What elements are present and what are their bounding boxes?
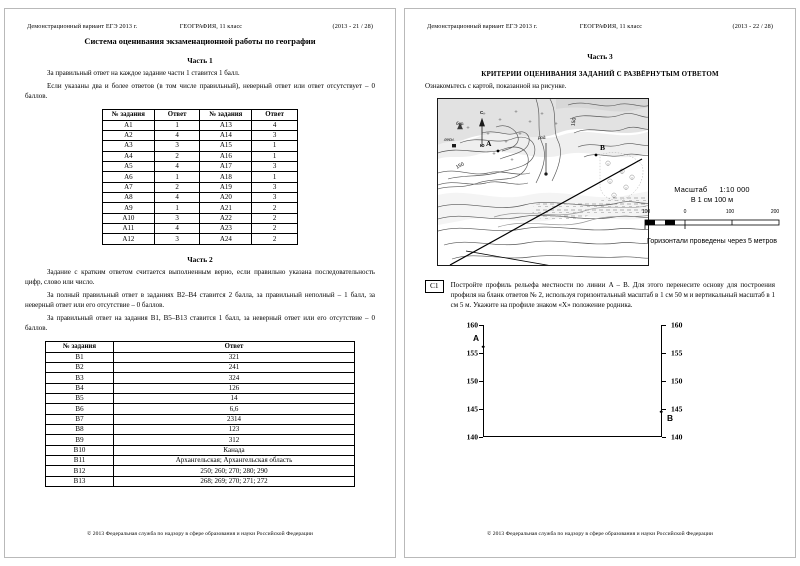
part-3-subheading: КРИТЕРИИ ОЦЕНИВАНИЯ ЗАДАНИЙ С РАЗВЁРНУТЫМ ОТВЕТОМ [481, 70, 719, 78]
profile-label-left-155: 155 [466, 348, 478, 358]
cell-answer: 3 [252, 130, 298, 140]
cell-task-number: A8 [103, 192, 155, 202]
table-row [46, 373, 355, 383]
ruler-tick-0: 100 [641, 209, 651, 215]
part-2-heading: Часть 2 [187, 254, 213, 264]
col-header-task-2: № задания [200, 110, 252, 120]
scale-ruler-bar [637, 217, 787, 230]
table-row [103, 151, 298, 161]
cell-answer: 126 [114, 383, 355, 393]
table-row [103, 192, 298, 202]
cell-task-number: B5 [46, 393, 114, 403]
cell-answer: 3 [154, 234, 200, 244]
scale-line-ratio [637, 185, 787, 194]
cell-answer: 2 [252, 203, 298, 213]
table-row [46, 352, 355, 362]
right-footer [405, 531, 795, 537]
profile-label-left-150: 150 [466, 376, 478, 386]
cell-task-number: A24 [200, 234, 252, 244]
table-row [46, 445, 355, 455]
cell-task-number: A4 [103, 151, 155, 161]
forester-house-symbol [452, 144, 456, 147]
cell-task-number: B12 [46, 466, 114, 476]
table-row [46, 383, 355, 393]
cell-task-number: A5 [103, 161, 155, 171]
cell-task-number: A18 [200, 172, 252, 182]
cell-task-number: A21 [200, 203, 252, 213]
cell-task-number: B3 [46, 373, 114, 383]
cell-task-number: A6 [103, 172, 155, 182]
profile-point-b-dot [660, 410, 663, 413]
footer-text: © 2013 Федеральная служба по надзору в сфере образования и науки Российской Федерации [87, 531, 313, 537]
left-footer [5, 531, 395, 537]
profile-baseline [483, 436, 662, 437]
left-page-sheet [4, 8, 396, 558]
cell-answer: 312 [114, 435, 355, 445]
table-row [103, 130, 298, 140]
running-head-page: (2013 - 22 / 28) [732, 23, 773, 30]
profile-axis-left [483, 325, 484, 437]
task-c1-text: Постройте профиль рельефа местности по линии A – B. Для этого перенесите основу для построения профиля на бланк ответов № 2, используя горизонтальный масштаб в 1 см 50 м и вертикальный масштаб в 1 см 5 м. Укажите на профиле знаком «X» положение родника. [450, 281, 775, 310]
profile-tick-l-145 [479, 409, 483, 410]
table-row [103, 161, 298, 171]
cell-answer: 4 [154, 223, 200, 233]
table-row [46, 393, 355, 403]
running-head-page: (2013 - 21 / 28) [332, 23, 373, 30]
cell-task-number: A12 [103, 234, 155, 244]
map-point-b-label: B [600, 143, 606, 153]
profile-tick-r-145 [662, 409, 666, 410]
profile-point-a-label: A [473, 332, 480, 343]
cell-answer: 3 [252, 161, 298, 171]
cell-answer: 2314 [114, 414, 355, 424]
compass-south-label: Ю [480, 143, 485, 149]
cell-task-number: B6 [46, 404, 114, 414]
ruler-tick-2: 100 [725, 209, 735, 215]
task-c1-block [425, 280, 775, 310]
cell-answer: 324 [114, 373, 355, 383]
cell-answer: 6,6 [114, 404, 355, 414]
profile-tick-l-150 [479, 381, 483, 382]
profile-tick-r-150 [662, 381, 666, 382]
compass-north-label: С [480, 110, 484, 116]
topographic-map [437, 98, 649, 266]
cell-answer: 2 [252, 223, 298, 233]
page-title: Система оценивания экзаменационной работы по географии [84, 37, 316, 46]
part-1-paragraph-2: Если указаны два и более ответов (в том числе правильный), неверный ответ или ответ отсутствует – 0 баллов. [25, 82, 375, 101]
cell-answer: 1 [154, 203, 200, 213]
cell-answer: 4 [154, 130, 200, 140]
table-row [46, 414, 355, 424]
cell-answer: 2 [252, 234, 298, 244]
cell-answer: 123 [114, 424, 355, 434]
cell-answer: 321 [114, 352, 355, 362]
profile-tick-r-155 [662, 353, 666, 354]
answers-table-part-2 [45, 341, 355, 487]
cell-answer: 1 [154, 120, 200, 130]
cell-answer: 3 [154, 141, 200, 151]
cell-answer: 1 [154, 172, 200, 182]
cell-task-number: A13 [200, 120, 252, 130]
map-scale-block [637, 185, 787, 246]
cell-task-number: B7 [46, 414, 114, 424]
cell-answer: 241 [114, 362, 355, 372]
answers-table-part-1 [102, 109, 298, 244]
cell-task-number: A10 [103, 213, 155, 223]
profile-label-right-155: 155 [671, 348, 683, 358]
scale-ruler [637, 209, 787, 231]
cell-task-number: B2 [46, 362, 114, 372]
cell-answer: 268; 269; 270; 271; 272 [114, 476, 355, 486]
cell-task-number: A22 [200, 213, 252, 223]
running-head-subject: ГЕОГРАФИЯ, 11 класс [179, 23, 243, 30]
part-2-paragraph-1: Задание с кратким ответом считается выполненным верно, если правильно указана последовательность цифр, слово или число. [25, 267, 375, 286]
cell-answer: 1 [252, 172, 298, 182]
cell-answer: 4 [252, 120, 298, 130]
table-header-row [46, 342, 355, 352]
contour-interval-note: Горизонтали проведены через 5 метров [647, 238, 777, 245]
cell-task-number: A19 [200, 182, 252, 192]
running-head-left: Демонстрационный вариант ЕГЭ 2013 г. [427, 23, 538, 30]
running-head-subject: ГЕОГРАФИЯ, 11 класс [579, 23, 643, 30]
cell-answer: 1 [252, 141, 298, 151]
birch-label: бер. [456, 121, 465, 127]
cell-task-number: B9 [46, 435, 114, 445]
profile-tick-r-160 [662, 325, 666, 326]
cell-answer: 2 [154, 151, 200, 161]
spring-label: род. [538, 135, 547, 141]
col-header-answer-2: Ответ [252, 110, 298, 120]
cell-task-number: A11 [103, 223, 155, 233]
profile-label-right-145: 145 [671, 404, 683, 414]
map-instruction: Ознакомьтесь с картой, показанной на рисунке. [425, 82, 567, 90]
cell-answer: 3 [154, 213, 200, 223]
cell-task-number: A9 [103, 203, 155, 213]
cell-task-number: A3 [103, 141, 155, 151]
table-header-row [103, 110, 298, 120]
task-c1-tag: C1 [425, 280, 444, 293]
profile-tick-l-160 [479, 325, 483, 326]
running-head-left: Демонстрационный вариант ЕГЭ 2013 г. [27, 23, 138, 30]
map-point-a-dot [497, 150, 500, 153]
table-row [103, 234, 298, 244]
col-header-task: № задания [46, 342, 114, 352]
table-row [46, 476, 355, 486]
scale-per-cm: В 1 см 100 м [690, 195, 734, 204]
part-3-heading: Часть 3 [587, 52, 613, 61]
profile-tick-r-140 [662, 437, 666, 438]
contour-label-right: 150 [570, 117, 578, 127]
scale-ratio: 1:10 000 [719, 185, 750, 194]
right-running-head [425, 23, 775, 30]
cell-task-number: A17 [200, 161, 252, 171]
table-row [103, 182, 298, 192]
col-header-answer-1: Ответ [154, 110, 200, 120]
cell-task-number: B10 [46, 445, 114, 455]
table-row [46, 424, 355, 434]
table-row [46, 466, 355, 476]
cell-task-number: A15 [200, 141, 252, 151]
cell-task-number: B1 [46, 352, 114, 362]
map-point-b-dot [595, 154, 598, 157]
profile-tick-l-140 [479, 437, 483, 438]
left-running-head [25, 23, 375, 30]
profile-label-left-140: 140 [466, 432, 478, 442]
cell-answer: 1 [252, 151, 298, 161]
map-point-a-label: A [486, 139, 492, 149]
cell-task-number: A7 [103, 182, 155, 192]
forester-label: лесн. [444, 137, 455, 143]
part-2-paragraph-2: За полный правильный ответ в заданиях B2–B4 ставится 2 балла, за правильный неполный – 1 балл, за неверный ответ или его отсутствие – 0 баллов. [25, 290, 375, 310]
cell-task-number: B4 [46, 383, 114, 393]
scale-word: Масштаб [674, 185, 708, 194]
contour-label-left: 150 [455, 161, 466, 171]
cell-answer: 14 [114, 393, 355, 403]
table-row [46, 404, 355, 414]
cell-task-number: B13 [46, 476, 114, 486]
profile-point-a-dot [482, 345, 485, 348]
table-row [46, 455, 355, 465]
profile-chart [439, 320, 711, 442]
cell-answer: 250; 260; 270; 280; 290 [114, 466, 355, 476]
right-page-sheet [404, 8, 796, 558]
cell-answer: Канада [114, 445, 355, 455]
cell-answer: Архангельская; Архангельская область [114, 455, 355, 465]
ruler-tick-1: 0 [683, 209, 687, 215]
profile-label-right-150: 150 [671, 376, 683, 386]
cell-task-number: B11 [46, 455, 114, 465]
table-row [103, 120, 298, 130]
cell-task-number: A20 [200, 192, 252, 202]
cell-task-number: A1 [103, 120, 155, 130]
cell-answer: 3 [252, 192, 298, 202]
table-row [46, 435, 355, 445]
part-1-paragraph-1: За правильный ответ на каждое задание части 1 ставится 1 балл. [47, 69, 240, 77]
ruler-tick-3: 200 [770, 209, 780, 215]
col-header-answer: Ответ [114, 342, 355, 352]
cell-answer: 4 [154, 192, 200, 202]
cell-task-number: A14 [200, 130, 252, 140]
profile-tick-l-155 [479, 353, 483, 354]
table-row [103, 213, 298, 223]
cell-task-number: A23 [200, 223, 252, 233]
table-row [103, 172, 298, 182]
table-row [103, 223, 298, 233]
cell-answer: 3 [252, 182, 298, 192]
cell-answer: 4 [154, 161, 200, 171]
scale-ruler-numbers [637, 209, 787, 217]
footer-text: © 2013 Федеральная служба по надзору в сфере образования и науки Российской Федерации [487, 531, 713, 537]
profile-label-left-145: 145 [466, 404, 478, 414]
cell-task-number: A2 [103, 130, 155, 140]
profile-label-right-140: 140 [671, 432, 683, 442]
table-row [103, 141, 298, 151]
profile-label-left-160: 160 [466, 320, 478, 330]
table-row [103, 203, 298, 213]
profile-point-b-label: B [667, 412, 674, 423]
profile-label-right-160: 160 [671, 320, 683, 330]
part-2-paragraph-3: За правильный ответ на задания B1, B5–B13 ставится 1 балл, за неверный ответ или его отсутствие – 0 баллов. [25, 314, 375, 333]
map-drawing [438, 99, 649, 266]
cell-task-number: A16 [200, 151, 252, 161]
cell-task-number: B8 [46, 424, 114, 434]
table-row [46, 362, 355, 372]
cell-answer: 2 [154, 182, 200, 192]
col-header-task-1: № задания [103, 110, 155, 120]
cell-answer: 2 [252, 213, 298, 223]
part-1-heading: Часть 1 [187, 56, 213, 65]
